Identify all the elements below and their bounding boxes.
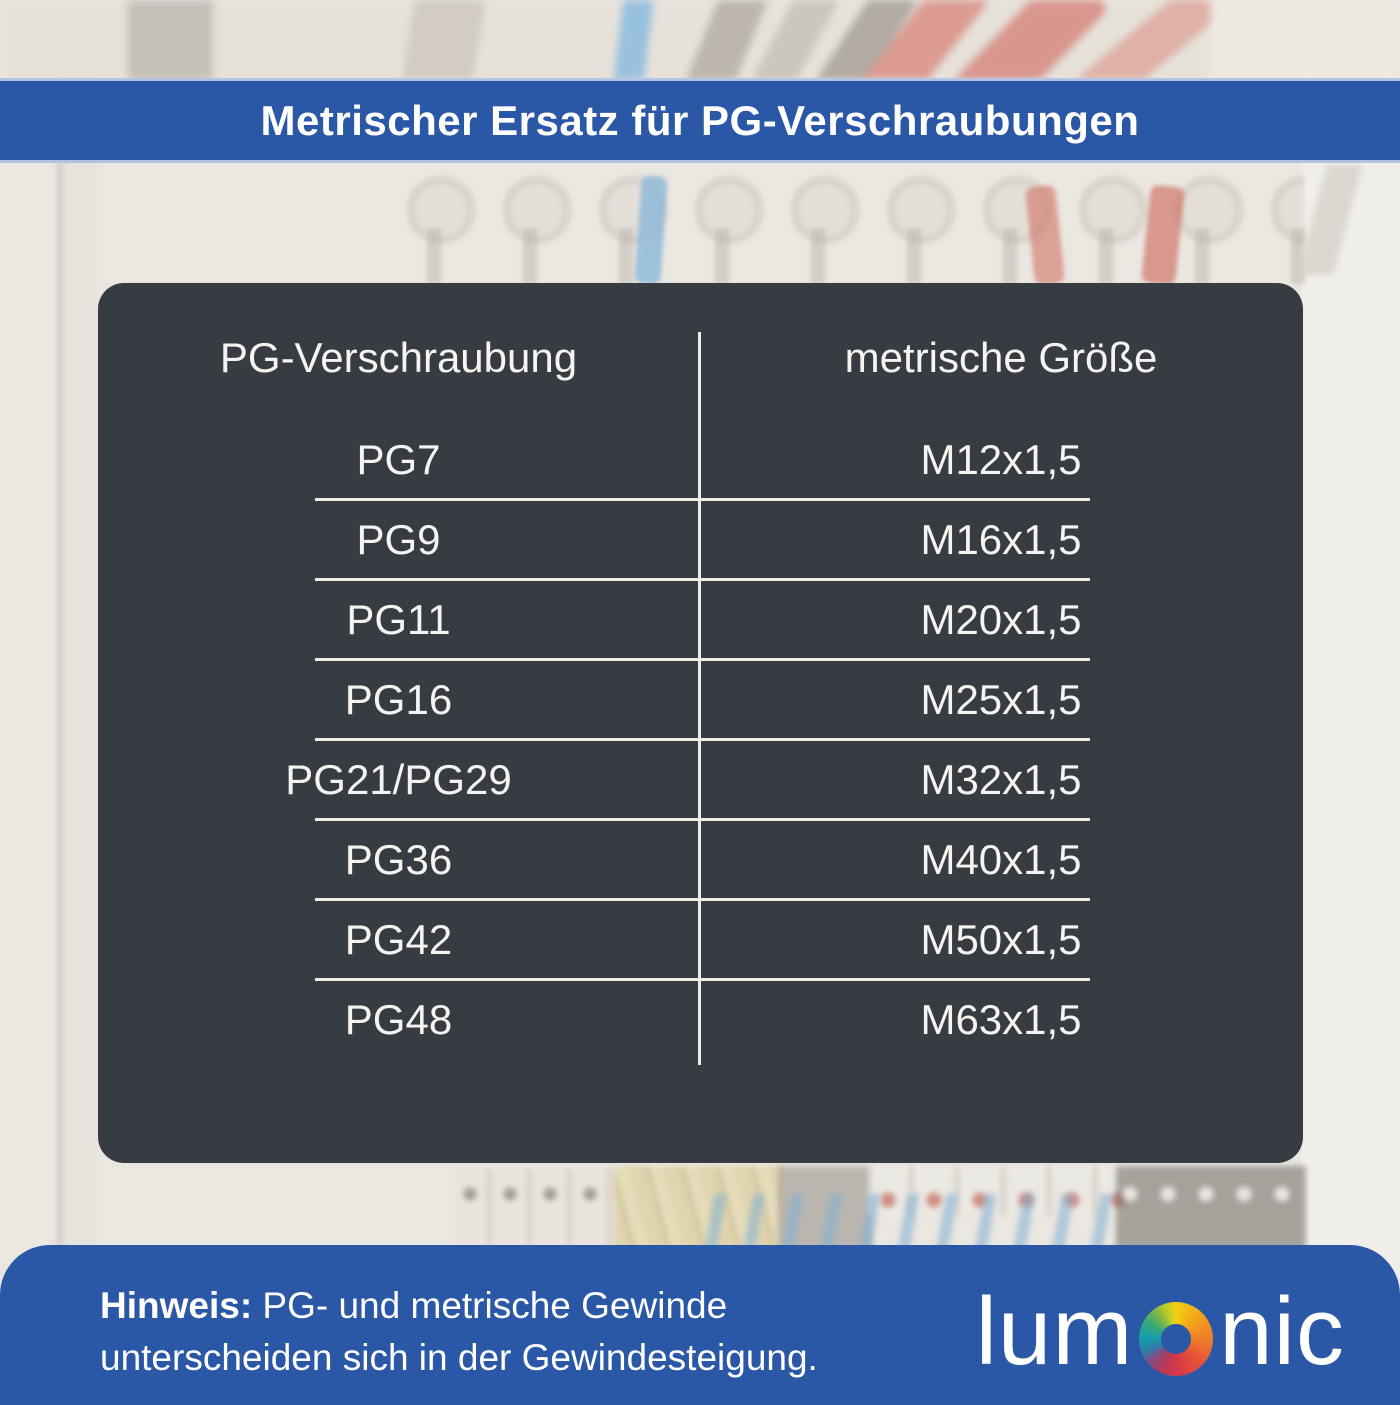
pg-cell: PG9 xyxy=(356,516,441,563)
bg-wire-shape xyxy=(128,0,213,80)
footer-note-text: PG- und metrische Gewinde unterscheiden sich in der Gewindesteigung. xyxy=(100,1285,818,1378)
metric-cell: M16x1,5 xyxy=(920,516,1082,563)
page-title: Metrischer Ersatz für PG-Verschraubungen xyxy=(260,96,1140,144)
pg-cell: PG42 xyxy=(344,916,453,963)
table-row xyxy=(98,900,1303,980)
bg-wire-shape xyxy=(610,0,656,80)
pg-cell: PG7 xyxy=(356,436,441,483)
footer-banner xyxy=(0,1245,1400,1405)
pg-cell: PG11 xyxy=(346,596,451,643)
metric-cell: M32x1,5 xyxy=(920,756,1082,803)
table-header-pg: PG-Verschraubung xyxy=(219,334,578,381)
bg-cabinet-left-edge xyxy=(0,80,98,1400)
bg-wire-shape xyxy=(1210,0,1400,80)
lumonic-o-ring-icon xyxy=(1139,1302,1213,1376)
table-row xyxy=(98,980,1303,1060)
bg-wire-shape xyxy=(398,0,487,80)
metric-cell: M63x1,5 xyxy=(920,996,1082,1043)
table-row xyxy=(98,820,1303,900)
metric-cell: M50x1,5 xyxy=(920,916,1082,963)
metric-cell: M20x1,5 xyxy=(920,596,1082,643)
bg-cabinet-right-edge xyxy=(1302,80,1400,1400)
pg-cell: PG48 xyxy=(344,996,453,1043)
metric-cell: M40x1,5 xyxy=(920,836,1082,883)
table-header-row xyxy=(98,328,1303,388)
bg-blue-wires xyxy=(688,1194,1112,1250)
table-body xyxy=(98,420,1303,1060)
table-row xyxy=(98,420,1303,500)
table-row xyxy=(98,500,1303,580)
bg-terminal-blocks xyxy=(452,1168,624,1248)
background-wires-top xyxy=(0,0,1400,80)
bg-panel-edge xyxy=(1255,165,1400,275)
table-row xyxy=(98,580,1303,660)
logo-text-pre: lum xyxy=(975,1278,1134,1385)
bg-dark-panel xyxy=(1116,1166,1306,1250)
pg-cell: PG16 xyxy=(344,676,453,723)
lumonic-logo xyxy=(975,1278,1345,1385)
pg-cell: PG36 xyxy=(344,836,453,883)
title-banner xyxy=(0,78,1400,163)
logo-text-post: nic xyxy=(1219,1278,1345,1385)
metric-cell: M12x1,5 xyxy=(920,436,1082,483)
footer-note xyxy=(100,1280,960,1384)
metric-cell: M25x1,5 xyxy=(920,676,1082,723)
pg-cell: PG21/PG29 xyxy=(285,756,512,803)
table-row xyxy=(98,660,1303,740)
footer-note-label: Hinweis: xyxy=(100,1285,253,1326)
table-header-metric: metrische Größe xyxy=(844,334,1158,381)
conversion-table-card xyxy=(98,283,1303,1163)
table-row xyxy=(98,740,1303,820)
